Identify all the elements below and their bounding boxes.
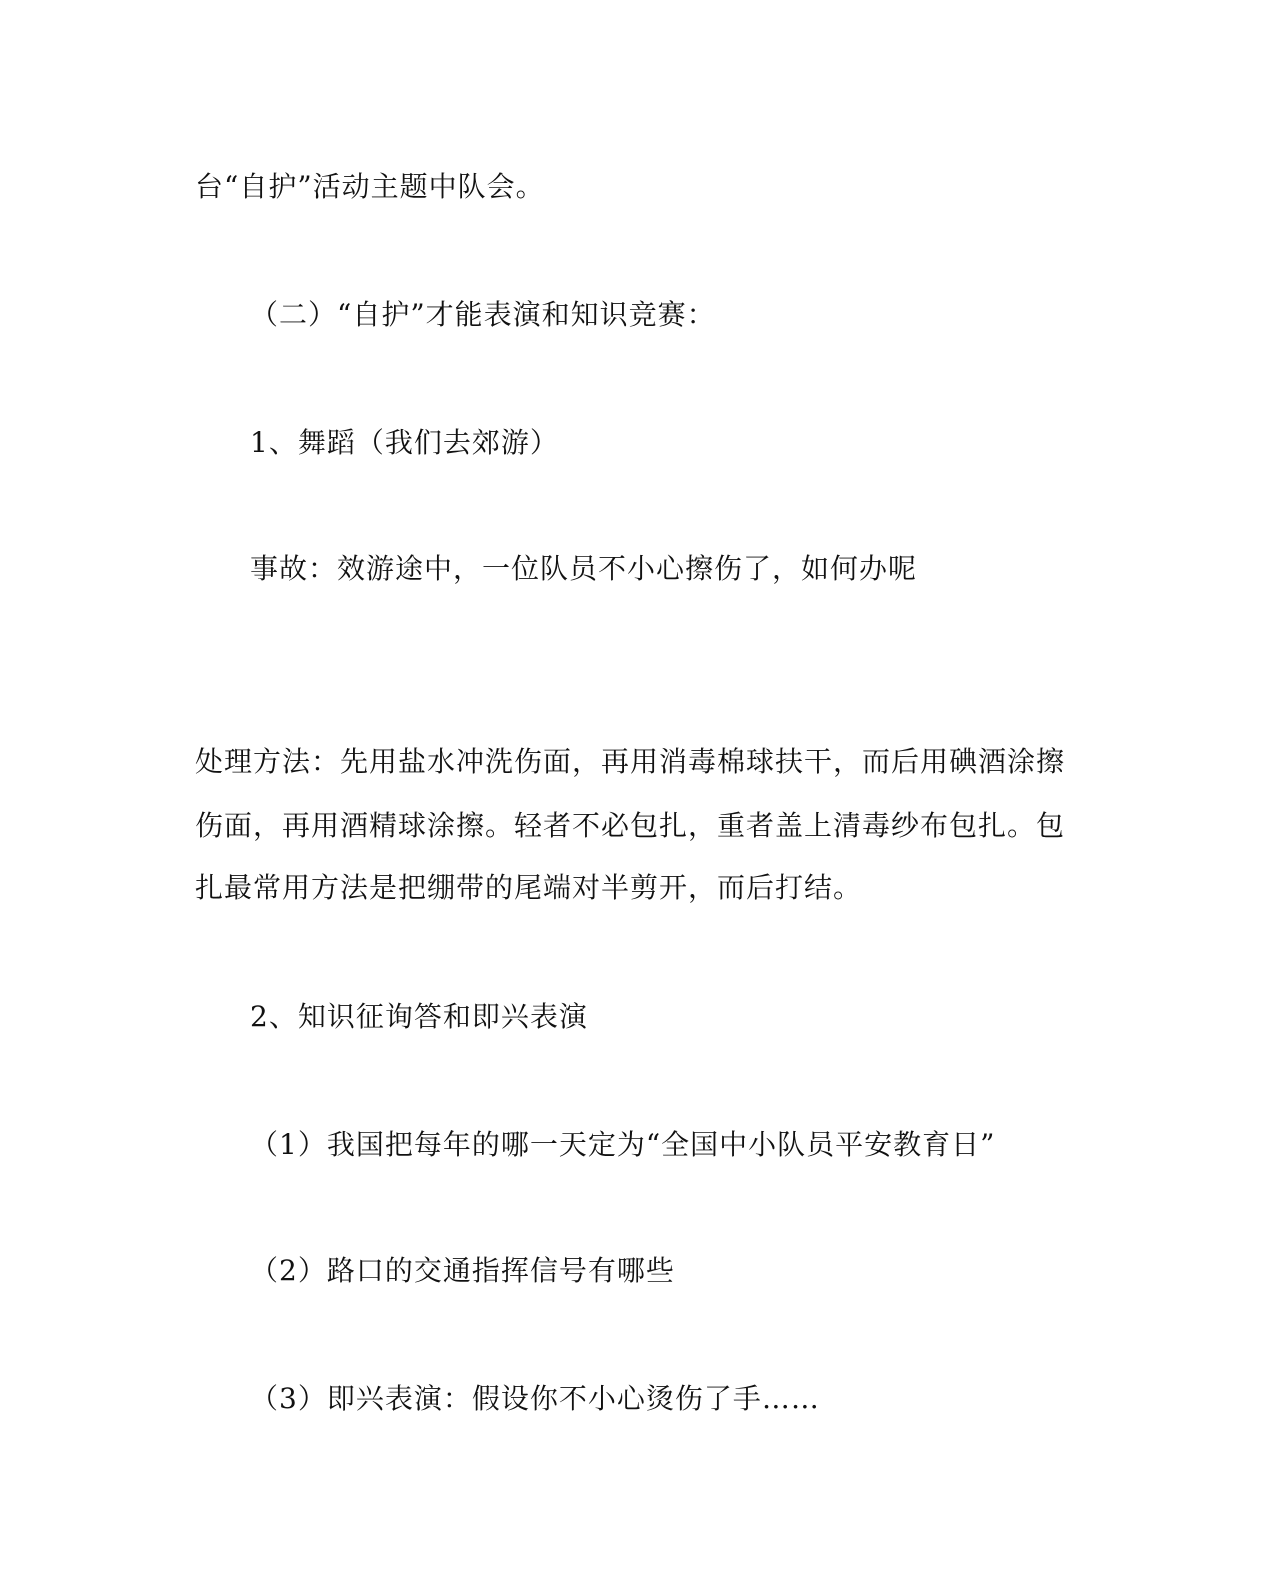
question-2: （2）路口的交通指挥信号有哪些: [250, 1254, 675, 1287]
item-2-quiz: 2、知识征询答和即兴表演: [250, 1000, 588, 1033]
treatment-paragraph-line-1: 处理方法：先用盐水冲洗伤面，再用消毒棉球扶干，而后用碘酒涂擦: [195, 745, 1066, 778]
item-1-dance: 1、舞蹈（我们去郊游）: [250, 426, 559, 459]
section-heading-2: （二）“自护”才能表演和知识竞赛：: [250, 298, 716, 331]
question-1: （1）我国把每年的哪一天定为“全国中小队员平安教育日”: [250, 1128, 996, 1161]
treatment-paragraph-line-2: 伤面，再用酒精球涂擦。轻者不必包扎，重者盖上清毒纱布包扎。包: [195, 809, 1066, 842]
text-line-meeting-title: 台“自护”活动主题中队会。: [195, 170, 545, 203]
question-3: （3）即兴表演：假设你不小心烫伤了手……: [250, 1382, 820, 1415]
treatment-paragraph-line-3: 扎最常用方法是把绷带的尾端对半剪开，而后打结。: [195, 871, 863, 904]
accident-text: 事故：效游途中，一位队员不小心擦伤了，如何办呢: [250, 552, 918, 585]
